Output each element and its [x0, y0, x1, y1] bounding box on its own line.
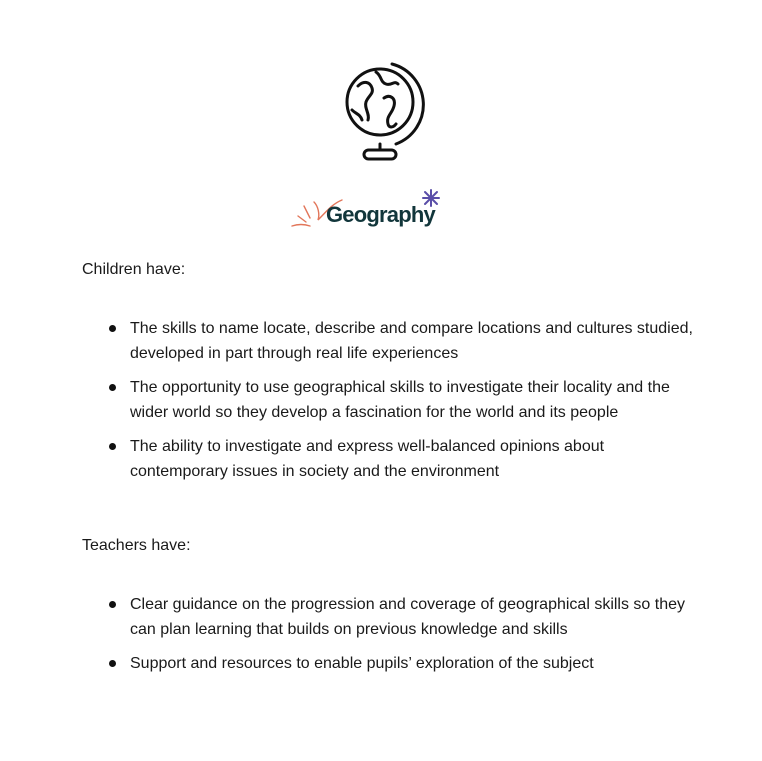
teachers-list: [106, 592, 696, 685]
list-item: The ability to investigate and express well-balanced opinions about contemporary issues in society and the environment: [106, 434, 696, 484]
bullet-icon: [109, 325, 116, 332]
children-list: [106, 316, 696, 493]
bullet-icon: [109, 660, 116, 667]
list-item: The opportunity to use geographical skills to investigate their locality and the wider world so they develop a fascination for the world and its people: [106, 375, 696, 425]
list-item: The skills to name locate, describe and compare locations and cultures studied, developed in part through real life experiences: [106, 316, 696, 366]
globe-icon: [336, 58, 426, 164]
logo-wordmark: Geography: [326, 202, 435, 227]
bullet-icon: [109, 601, 116, 608]
list-item: Support and resources to enable pupils’ exploration of the subject: [106, 651, 696, 676]
bullet-icon: [109, 384, 116, 391]
children-heading: Children have:: [82, 261, 186, 278]
list-item: Clear guidance on the progression and coverage of geographical skills so they can plan learning that builds on previous knowledge and skills: [106, 592, 696, 642]
teachers-heading: Teachers have:: [82, 537, 191, 554]
geography-logo: [290, 186, 450, 240]
bullet-icon: [109, 443, 116, 450]
